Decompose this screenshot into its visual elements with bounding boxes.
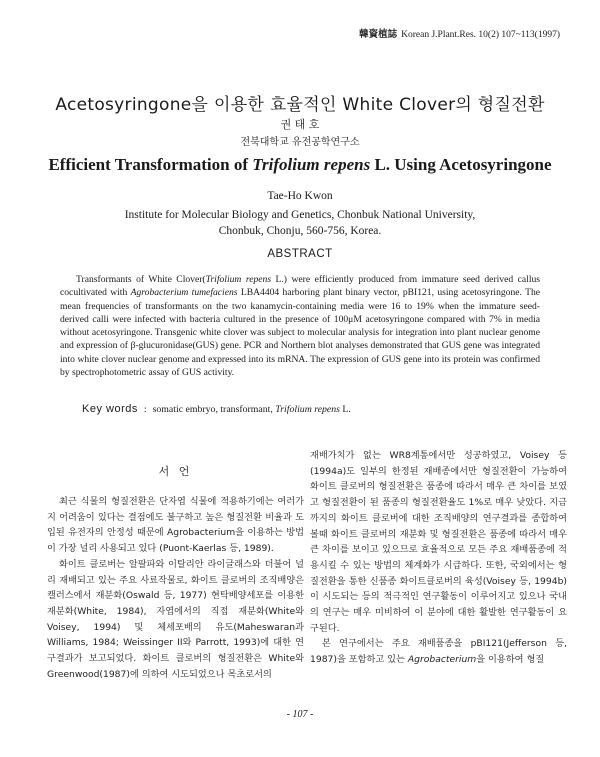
english-author: Tae-Ho Kwon [267,190,333,202]
abstract-heading: ABSTRACT [267,248,333,260]
paragraph: 재배가치가 없는 WR8계통에서만 성공하였고, Voisey 등(1994a)도 일부의 한정된 재배종에서만 형질전환이 가능하여 화이트 클로버의 형질전환은 품종에 따라서 매우 큰 차이를 보였고 형질전환이 된 품종의 형질전환율도 1%로 매우 낮았다. 지금까지의 화이트 클로버에 대한 조직배양의 연구결과를 종합하여 볼때 화이트 클로버의 재분화 및 형질전환은 품종에 따라서 매우 큰 차이를 보이고 있으므로 효율적으로 모든 주요 재배품종에 적용시킬 수 있는 방법의 체계화가 시급하다. 또한, 국외에서는 형질전환을 통한 신품종 화이트클로버의 육성(Voisey 등, 1994b)이 시도되는 등의 적극적인 연구활동이 이루어지고 있으나 국내의 연구는 매우 미비하여 이 분야에 대한 활발한 연구활동이 요구된다. [310,450,567,634]
paragraph: 화이트 클로버는 알팔파와 이탈리안 라이글래스와 더불어 널리 재배되고 있는 주요 사료작물로, 화이트 클로버의 조직배양은 캘러스에서 재분화(Oswald 등, 1977) 현탁배양세포를 이용한 재분화(White, 1984), 자엽에서의 직접 재분화(White와 Voisey, 1994) 및 체세포배의 유도(Maheswaran과 Williams, 1984; Weissinger II와 Parrott, 1993)에 대한 연구결과가 보고되었다. 화이트 클로버의 형질전환은 White와 Greenwood(1987)에 의하여 시도되었으나 목초로서의 [47,558,304,680]
keywords: Key words : somatic embryo, transformant, Trifolium repens L. [82,403,351,415]
section-heading-introduction: 서 언 [158,465,193,478]
body-column-left [47,494,304,682]
korean-title: Acetosyringone을 이용한 효율적인 White Clover의 형질전환 [55,95,545,115]
korean-affiliation: 전북대학교 유전공학연구소 [240,137,360,148]
title-species: Trifolium repens [252,155,371,174]
abstract-body: Transformants of White Clover(Trifolium repens L.) were efficiently produced from immature seed derived callus cocultivated with Agrobacterium tumefaciens LBA4404 harboring plant binary vector, pBI121, using acetosyringone. The mean frequencies of transformants on the two kanamycin-containing media were 16 to 19% when the immature seed-derived calli were infected with bacteria cultured in the presence of 100μM acetosyringone compared with 7% in media without acetosyringone. Transgenic white clover was subject to molecular analysis for integration into plant nuclear genome and expression of β-glucuronidase(GUS) gene. PCR and Northern blot analyses demonstrated that GUS gene was integrated into white clover nuclear genome and expressed into its mRNA. The expression of GUS gene into its protein was confirmed by spectrophotometric assay of GUS activity. [60,274,541,379]
english-title: Efficient Transformation of Trifolium repens L. Using Acetosyringone [48,155,552,174]
page-number: - 107 - [286,709,314,720]
journal-citation [359,26,560,40]
paragraph: 본 연구에서는 주요 재배품종을 pBI121(Jefferson 등, 1987)을 포함하고 있는 Agrobacterium을 이용하여 형질 [310,638,567,666]
korean-author: 권 태 호 [280,118,320,131]
body-column-right [310,448,567,668]
journal-abbrev: 韓資植誌 [359,30,398,40]
keywords-label: Key words [82,403,138,415]
journal-volume: Korean J.Plant.Res. 10(2) 107~113(1997) [401,30,560,40]
english-affiliation: Institute for Molecular Biology and Genetics, Chonbuk National University, Chonbuk, Chonju, 560-756, Korea. [124,209,476,237]
paragraph: 최근 식물의 형질전환은 단자엽 식물에 적용하기에는 여러가지 어려움이 있다는 결점에도 불구하고 높은 형질전환 비율과 도입된 유전자의 안정성 때문에 Agrobacterium을 이용하는 방법이 가장 널리 사용되고 있다 (Puont-Kaerlas 등, 1989). [47,496,304,555]
